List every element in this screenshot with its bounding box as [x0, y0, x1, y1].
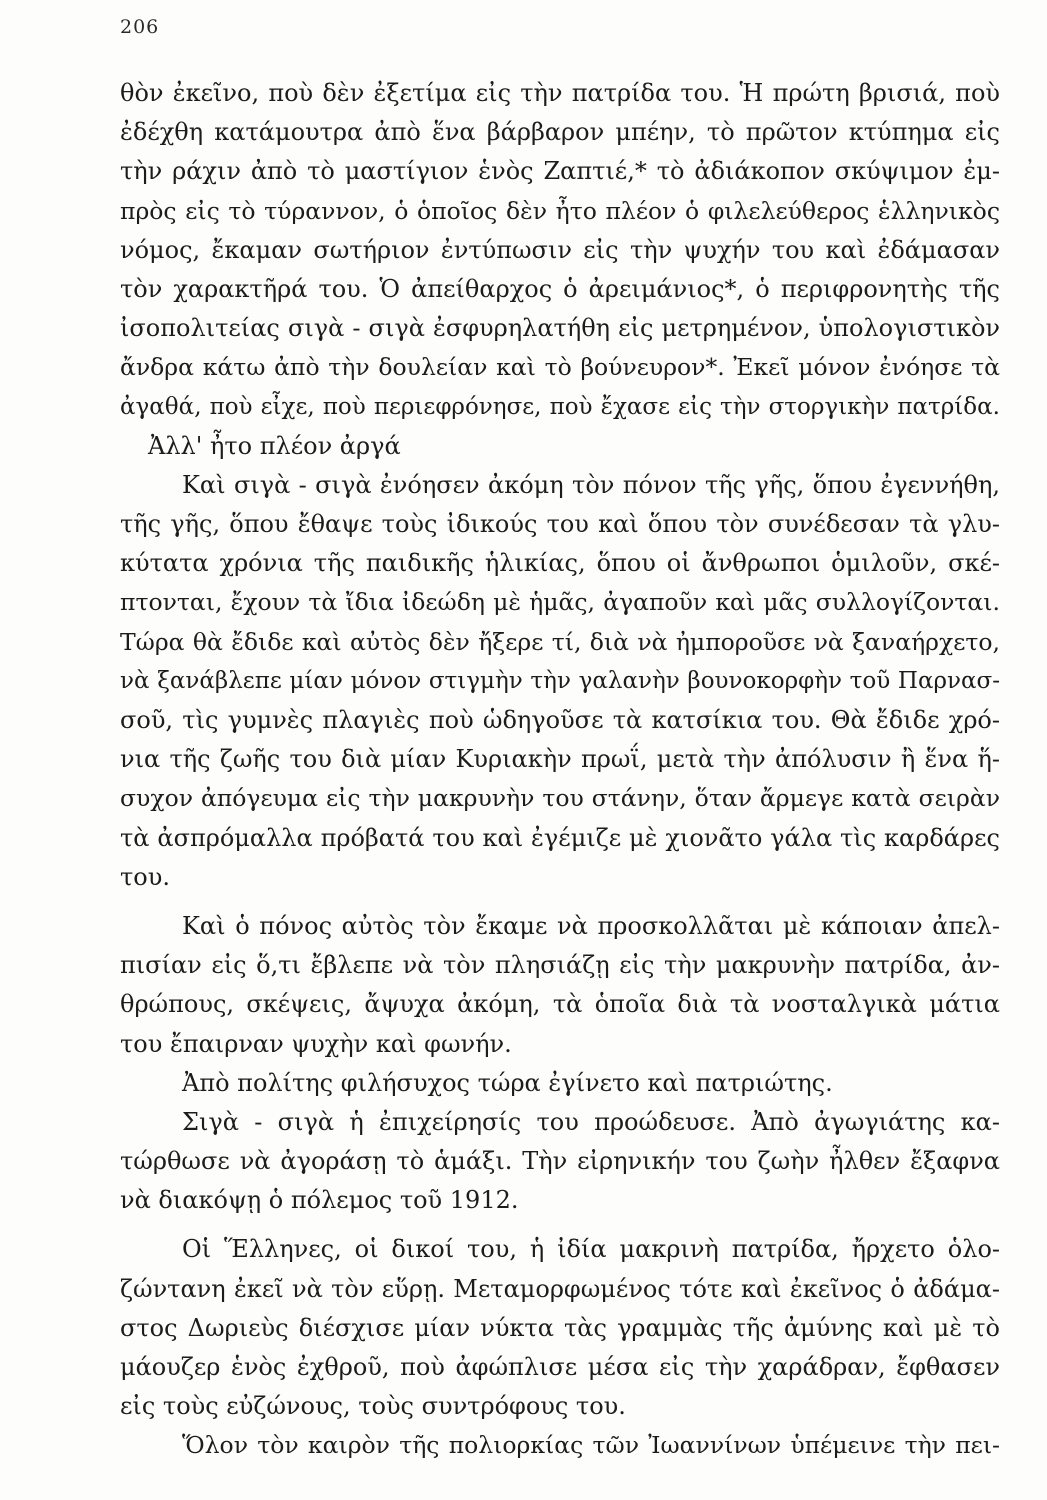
text-line: ἀγαθά, ποὺ εἶχε, ποὺ περιεφρόνησε, ποὺ ἔχασε εἰς τὴν στοργικὴν πατρίδα.	[120, 393, 1000, 420]
text-line: του.	[120, 862, 170, 891]
text-line: ἰσοπολιτείας σιγὰ - σιγὰ ἐσφυρηλατήθη εἰς μετρημένον, ὑπολογιστικὸν	[120, 314, 1000, 343]
text-line: τῆς γῆς, ὅπου ἔθαψε τοὺς ἰδικούς του καὶ ὅπου τὸν συνέδεσαν τὰ γλυ-	[120, 510, 1000, 539]
page-number: 206	[120, 16, 160, 38]
text-line: τώρθωσε νὰ ἀγοράσῃ τὸ ἁμάξι. Τὴν εἰρηνικήν του ζωὴν ἦλθεν ἔξαφνα	[120, 1147, 1000, 1176]
text-line: του ἔπαιρναν ψυχὴν καὶ φωνήν.	[120, 1029, 512, 1058]
text-line: πρὸς εἰς τὸ τύραννον, ὁ ὁποῖος δὲν ἦτο πλέον ὁ φιλελεύθερος ἑλληνικὸς	[120, 196, 1000, 225]
text-line: εἰς τοὺς εὐζώνους, τοὺς συντρόφους του.	[120, 1392, 626, 1421]
text-line: Ἀπὸ πολίτης φιλήσυχος τώρα ἐγίνετο καὶ πατριώτης.	[182, 1068, 833, 1097]
text-line: κύτατα χρόνια τῆς παιδικῆς ἡλικίας, ὅπου οἱ ἄνθρωποι ὁμιλοῦν, σκέ-	[120, 549, 1000, 578]
paragraph	[120, 1426, 1000, 1465]
text-line: Ἀλλ' ἦτο πλέον ἀργά	[148, 431, 401, 460]
paragraph	[120, 74, 1000, 466]
text-line: νὰ ξανάβλεπε μίαν μόνον στιγμὴν τὴν γαλανὴν βουνοκορφὴν τοῦ Παρνασ-	[120, 667, 1000, 694]
text-line: σοῦ, τὶς γυμνὲς πλαγιὲς ποὺ ὡδηγοῦσε τὰ κατσίκια του. Θὰ ἔδιδε χρό-	[120, 706, 1000, 734]
text-line: νὰ διακόψῃ ὁ πόλεμος τοῦ 1912.	[120, 1186, 519, 1215]
text-line: Ὅλον τὸν καιρὸν τῆς πολιορκίας τῶν Ἰωαννίνων ὑπέμεινε τὴν πει-	[182, 1431, 1000, 1460]
paragraph	[120, 1230, 1000, 1426]
text-line: μάουζερ ἑνὸς ἐχθροῦ, ποὺ ἀφώπλισε μέσα εἰς τὴν χαράδραν, ἔφθασεν	[120, 1353, 1000, 1381]
text-line: νόμος, ἔκαμαν σωτήριον ἐντύπωσιν εἰς τὴν ψυχήν του καὶ ἐδάμασαν	[120, 235, 1000, 264]
text-line: συχον ἀπόγευμα εἰς τὴν μακρυνὴν του στάνην, ὅταν ἄρμεγε κατὰ σειρὰν	[120, 784, 1000, 813]
text-line: Οἱ Ἕλληνες, οἱ δικοί του, ἡ ἰδία μακρινὴ πατρίδα, ἤρχετο ὁλο-	[182, 1235, 1000, 1264]
text-line: τὴν ράχιν ἀπὸ τὸ μαστίγιον ἑνὸς Ζαπτιέ,* τὸ ἀδιάκοπον σκύψιμον ἐμ-	[120, 157, 1000, 186]
text-line: Τώρα θὰ ἔδιδε καὶ αὐτὸς δὲν ἤξερε τί, διὰ νὰ ἠμποροῦσε νὰ ξαναήρχετο,	[120, 627, 1000, 656]
paragraph	[120, 466, 1000, 897]
text-line: νια τῆς ζωῆς του διὰ μίαν Κυριακὴν πρωΐ, μετὰ τὴν ἀπόλυσιν ἢ ἕνα ἥ-	[120, 745, 1000, 774]
text-line: Καὶ σιγὰ - σιγὰ ἐνόησεν ἀκόμη τὸν πόνον τῆς γῆς, ὅπου ἐγεννήθη,	[182, 470, 1000, 499]
text-line: τὸν χαρακτῆρά του. Ὁ ἀπείθαρχος ὁ ἀρειμάνιος*, ὁ περιφρονητὴς τῆς	[120, 274, 1000, 303]
paragraph	[120, 1064, 1000, 1103]
text-line: πτονται, ἔχουν τὰ ἴδια ἰδεώδη μὲ ἡμᾶς, ἀγαποῦν καὶ μᾶς συλλογίζονται.	[120, 588, 1000, 617]
text-line: πισίαν εἰς ὅ,τι ἔβλεπε νὰ τὸν πλησιάζῃ εἰς τὴν μακρυνὴν πατρίδα, ἀν-	[120, 951, 1000, 980]
text-line: ἄνδρα κάτω ἀπὸ τὴν δουλείαν καὶ τὸ βούνευρον*. Ἐκεῖ μόνον ἐνόησε τὰ	[120, 353, 1000, 382]
text-line: θὸν ἐκεῖνο, ποὺ δὲν ἐξετίμα εἰς τὴν πατρίδα του. Ἡ πρώτη βρισιά, ποὺ	[120, 79, 1000, 107]
text-line: Καὶ ὁ πόνος αὐτὸς τὸν ἔκαμε νὰ προσκολλᾶται μὲ κάποιαν ἀπελ-	[182, 911, 1000, 940]
text-line: ἐδέχθη κατάμουτρα ἀπὸ ἕνα βάρβαρον μπέην, τὸ πρῶτον κτύπημα εἰς	[120, 118, 1000, 147]
text-line: θρώπους, σκέψεις, ἄψυχα ἀκόμη, τὰ ὁποῖα διὰ τὰ νοσταλγικὰ μάτια	[120, 990, 1000, 1019]
text-line: ζώντανη ἐκεῖ νὰ τὸν εὕρῃ. Μεταμορφωμένος τότε καὶ ἐκεῖνος ὁ ἀδάμα-	[120, 1274, 1000, 1303]
text-line: τὰ ἀσπρόμαλλα πρόβατά του καὶ ἐγέμιζε μὲ χιονᾶτο γάλα τὶς καρδάρες	[120, 823, 1000, 852]
paragraph	[120, 1103, 1000, 1221]
text-body	[120, 74, 1000, 1466]
text-line: στος Δωριεὺς διέσχισε μίαν νύκτα τὰς γραμμὰς τῆς ἀμύνης καὶ μὲ τὸ	[120, 1313, 1000, 1342]
text-line: Σιγὰ - σιγὰ ἡ ἐπιχείρησίς του προώδευσε. Ἀπὸ ἀγωγιάτης κα-	[182, 1107, 1000, 1136]
paragraph	[120, 907, 1000, 1064]
